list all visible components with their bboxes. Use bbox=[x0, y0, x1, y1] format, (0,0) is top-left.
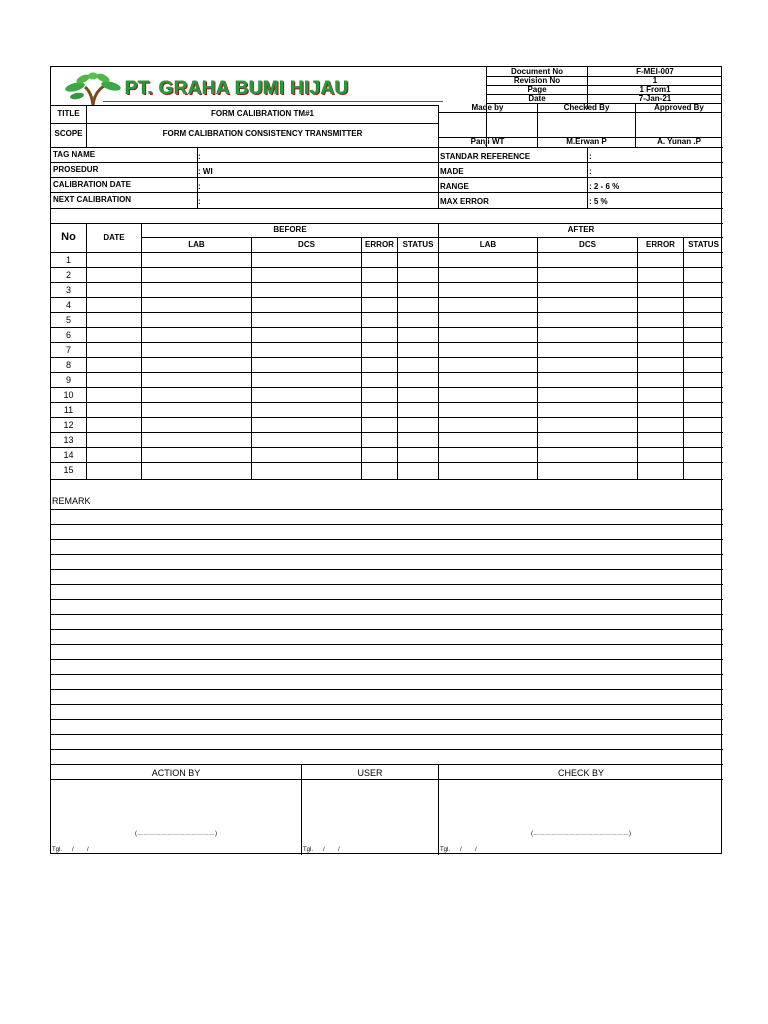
before-header: BEFORE bbox=[273, 225, 307, 234]
table-row[interactable] bbox=[51, 342, 723, 343]
remark-line[interactable] bbox=[51, 584, 723, 585]
table-row[interactable] bbox=[51, 372, 723, 373]
check-by-label: CHECK BY bbox=[557, 768, 604, 778]
before-error-header: ERROR bbox=[365, 240, 394, 249]
made-label: MADE bbox=[440, 167, 464, 176]
remark-line[interactable] bbox=[51, 569, 723, 570]
row-number: 4 bbox=[65, 300, 71, 310]
scope-label: SCOPE bbox=[54, 129, 83, 138]
range-value[interactable]: : 2 - 6 % bbox=[589, 182, 620, 191]
remark-line[interactable] bbox=[51, 509, 723, 510]
table-row[interactable] bbox=[51, 462, 723, 463]
row-number: 2 bbox=[65, 270, 71, 280]
row-number: 10 bbox=[63, 390, 74, 400]
row-number: 15 bbox=[63, 465, 74, 475]
next-calibration-value[interactable]: : bbox=[198, 197, 201, 206]
title-label: TITLE bbox=[57, 109, 80, 118]
row-number: 3 bbox=[65, 285, 71, 295]
standar-reference-value[interactable]: : bbox=[589, 152, 592, 161]
row-number: 6 bbox=[65, 330, 71, 340]
remark-line[interactable] bbox=[51, 689, 723, 690]
remark-line[interactable] bbox=[51, 764, 723, 765]
table-row[interactable] bbox=[51, 282, 723, 283]
prosedur-value[interactable]: : WI bbox=[198, 167, 213, 176]
before-dcs-header: DCS bbox=[298, 240, 315, 249]
date-value: 7-Jan-21 bbox=[638, 94, 672, 103]
calibration-date-label: CALIBRATION DATE bbox=[53, 180, 131, 189]
table-row[interactable] bbox=[51, 432, 723, 433]
page-label: Page bbox=[527, 85, 547, 94]
before-status-header: STATUS bbox=[402, 240, 434, 249]
range-label: RANGE bbox=[440, 182, 469, 191]
action-by-label: ACTION BY bbox=[151, 768, 201, 778]
tag-name-value[interactable]: : bbox=[198, 152, 201, 161]
max-error-value[interactable]: : 5 % bbox=[589, 197, 608, 206]
table-row[interactable] bbox=[51, 267, 723, 268]
calibration-form bbox=[50, 66, 722, 854]
after-dcs-header: DCS bbox=[579, 240, 596, 249]
row-number: 1 bbox=[65, 255, 71, 265]
remark-label: REMARK bbox=[52, 496, 91, 506]
remark-line[interactable] bbox=[51, 554, 723, 555]
remark-line[interactable] bbox=[51, 644, 723, 645]
table-row[interactable] bbox=[51, 327, 723, 328]
after-error-header: ERROR bbox=[646, 240, 675, 249]
after-header: AFTER bbox=[567, 225, 595, 234]
tag-name-label: TAG NAME bbox=[53, 150, 96, 159]
remark-line[interactable] bbox=[51, 539, 723, 540]
doc-no-label: Document No bbox=[511, 67, 563, 76]
row-number: 14 bbox=[63, 450, 74, 460]
remark-line[interactable] bbox=[51, 524, 723, 525]
no-header: No bbox=[61, 231, 76, 243]
made-value[interactable]: : bbox=[589, 167, 592, 176]
table-row[interactable] bbox=[51, 357, 723, 358]
revision-label: Revision No bbox=[513, 76, 561, 85]
row-number: 11 bbox=[63, 405, 74, 415]
row-number: 9 bbox=[65, 375, 71, 385]
max-error-label: MAX ERROR bbox=[440, 197, 489, 206]
remark-line[interactable] bbox=[51, 659, 723, 660]
user-label: USER bbox=[357, 768, 383, 778]
doc-no-value: F-MEI-007 bbox=[636, 67, 674, 76]
remark-line[interactable] bbox=[51, 599, 723, 600]
row-number: 7 bbox=[65, 345, 71, 355]
row-number: 5 bbox=[65, 315, 71, 325]
form-title: FORM CALIBRATION TM#1 bbox=[211, 109, 314, 118]
checked-by-name: M.Erwan P bbox=[566, 137, 607, 146]
table-row[interactable] bbox=[51, 312, 723, 313]
check-by-sign-line[interactable]: (…………………………………………) bbox=[531, 831, 631, 837]
remark-line[interactable] bbox=[51, 749, 723, 750]
row-number: 8 bbox=[65, 360, 71, 370]
remark-line[interactable] bbox=[51, 734, 723, 735]
remark-line[interactable] bbox=[51, 719, 723, 720]
approved-by-name: A. Yunan .P bbox=[657, 137, 701, 146]
after-status-header: STATUS bbox=[688, 240, 719, 249]
after-lab-header: LAB bbox=[479, 240, 497, 249]
table-row[interactable] bbox=[51, 417, 723, 418]
user-tgl[interactable]: Tgl. / / bbox=[303, 847, 340, 853]
date-label: Date bbox=[528, 94, 546, 103]
remark-line[interactable] bbox=[51, 674, 723, 675]
standar-reference-label: STANDAR REFERENCE bbox=[440, 152, 531, 161]
approved-by-label: Approved By bbox=[654, 103, 704, 112]
table-row[interactable] bbox=[51, 447, 723, 448]
scope-value: FORM CALIBRATION CONSISTENCY TRANSMITTER bbox=[162, 129, 363, 138]
remark-line[interactable] bbox=[51, 704, 723, 705]
date-header: DATE bbox=[103, 233, 125, 242]
table-row[interactable] bbox=[51, 297, 723, 298]
before-lab-header: LAB bbox=[188, 240, 205, 249]
calibration-date-value[interactable]: : bbox=[198, 182, 201, 191]
action-by-sign-line[interactable]: (…………………………………) bbox=[135, 831, 217, 837]
row-number: 12 bbox=[63, 420, 74, 430]
remark-line[interactable] bbox=[51, 614, 723, 615]
check-by-tgl[interactable]: Tgl. / / bbox=[440, 847, 477, 853]
row-number: 13 bbox=[63, 435, 74, 445]
made-by-label: Made by bbox=[471, 103, 504, 112]
revision-value: 1 bbox=[652, 76, 658, 85]
prosedur-label: PROSEDUR bbox=[53, 165, 99, 174]
next-calibration-label: NEXT CALIBRATION bbox=[53, 195, 132, 204]
company-name: PT. GRAHA BUMI HIJAU bbox=[125, 78, 349, 99]
remark-line[interactable] bbox=[51, 629, 723, 630]
action-by-tgl[interactable]: Tgl. / / bbox=[52, 847, 89, 853]
table-row[interactable] bbox=[51, 387, 723, 388]
page-value: 1 From1 bbox=[639, 85, 671, 94]
made-by-name: Panji WT bbox=[470, 137, 505, 146]
table-row[interactable] bbox=[51, 402, 723, 403]
checked-by-label: Checked By bbox=[563, 103, 610, 112]
